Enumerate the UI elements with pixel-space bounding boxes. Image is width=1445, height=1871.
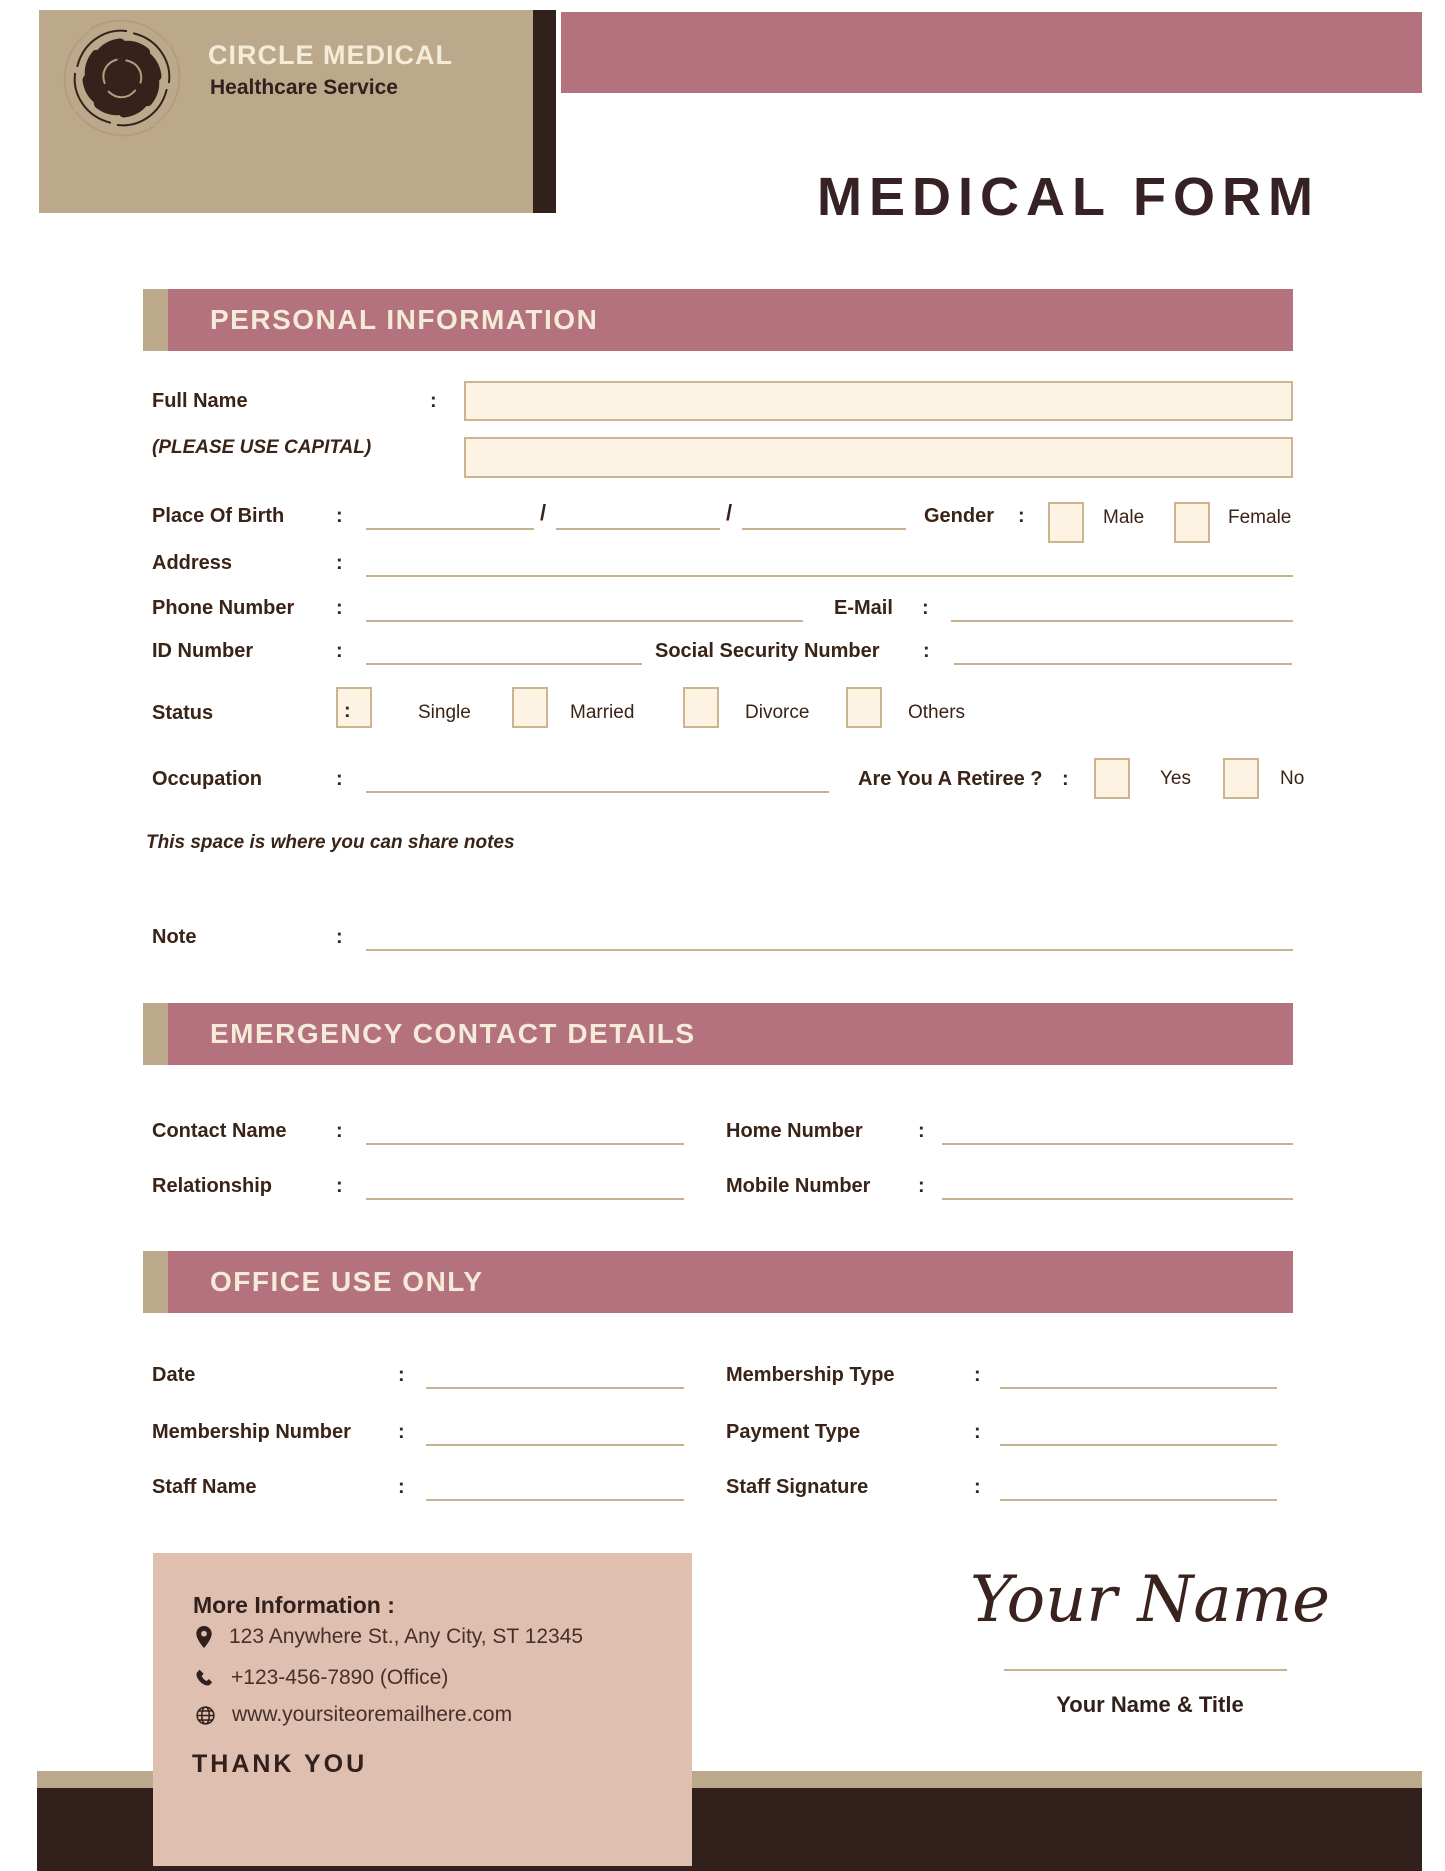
page-title: MEDICAL FORM [817, 167, 1320, 227]
slash-separator: / [540, 500, 547, 525]
full-name-input-line-2[interactable] [464, 437, 1293, 478]
logo-title: CIRCLE MEDICAL [208, 40, 453, 70]
section-header-emergency [143, 1003, 1293, 1065]
email-input[interactable] [951, 620, 1293, 622]
gender-female-option-label: Female [1228, 507, 1292, 528]
membership-number-label: Membership Number [152, 1421, 351, 1443]
section-bar-fill [168, 1003, 1293, 1065]
globe-icon [196, 1706, 215, 1725]
colon: : [398, 1364, 405, 1386]
section-accent-strip [143, 1003, 168, 1065]
colon: : [430, 390, 437, 412]
ssn-label: Social Security Number [655, 640, 880, 662]
home-number-label: Home Number [726, 1120, 863, 1142]
slash-separator: / [726, 500, 733, 525]
membership-number-input[interactable] [426, 1444, 684, 1446]
retiree-no-option-label: No [1280, 768, 1305, 789]
note-input[interactable] [366, 949, 1293, 951]
phone-number-label: Phone Number [152, 597, 295, 619]
status-label: Status [152, 702, 214, 724]
home-number-input[interactable] [942, 1143, 1293, 1145]
signature-caption: Your Name & Title [1056, 1692, 1244, 1717]
date-label: Date [152, 1364, 196, 1386]
colon: : [336, 505, 343, 527]
section-title: EMERGENCY CONTACT DETAILS [210, 1018, 696, 1049]
phone-info-row [196, 1666, 448, 1690]
swirl-vortex-icon [42, 0, 207, 165]
date-input[interactable] [426, 1387, 684, 1389]
colon: : [344, 700, 351, 722]
location-pin-icon [196, 1626, 212, 1648]
place-of-birth-label: Place Of Birth [152, 505, 285, 527]
occupation-label: Occupation [152, 768, 263, 790]
gender-label: Gender [924, 505, 995, 527]
header-divider-strip [533, 10, 556, 213]
full-name-label: Full Name [152, 390, 248, 412]
status-divorce-checkbox[interactable] [683, 687, 719, 728]
section-title: PERSONAL INFORMATION [210, 304, 599, 335]
staff-name-label: Staff Name [152, 1476, 257, 1498]
phone-text: +123-456-7890 (Office) [231, 1666, 449, 1689]
colon: : [336, 1120, 343, 1142]
address-input[interactable] [366, 575, 1293, 577]
staff-signature-input[interactable] [1000, 1499, 1277, 1501]
id-number-input[interactable] [366, 663, 642, 665]
more-information-card [153, 1553, 692, 1866]
address-text: 123 Anywhere St., Any City, ST 12345 [229, 1625, 584, 1648]
section-header-office [143, 1251, 1293, 1313]
header-accent-rect [561, 12, 1422, 93]
colon: : [974, 1421, 981, 1443]
contact-name-input[interactable] [366, 1143, 684, 1145]
colon: : [922, 597, 929, 619]
colon: : [974, 1364, 981, 1386]
status-divorce-option-label: Divorce [745, 702, 810, 723]
website-info-row [196, 1703, 512, 1727]
retiree-no-checkbox[interactable] [1223, 758, 1259, 799]
retiree-yes-checkbox[interactable] [1094, 758, 1130, 799]
staff-signature-label: Staff Signature [726, 1476, 869, 1498]
membership-type-input[interactable] [1000, 1387, 1277, 1389]
status-others-option-label: Others [908, 702, 966, 723]
colon: : [336, 597, 343, 619]
colon: : [923, 640, 930, 662]
place-of-birth-input-1[interactable] [366, 528, 534, 530]
colon: : [336, 926, 343, 948]
gender-male-option-label: Male [1103, 507, 1145, 528]
status-others-checkbox[interactable] [846, 687, 882, 728]
colon: : [398, 1421, 405, 1443]
more-information-title: More Information : [193, 1592, 395, 1618]
note-label: Note [152, 926, 197, 948]
status-married-checkbox[interactable] [512, 687, 548, 728]
logo-subtitle: Healthcare Service [210, 76, 398, 99]
retiree-label: Are You A Retiree ? [858, 768, 1043, 790]
phone-number-input[interactable] [366, 620, 803, 622]
colon: : [1018, 505, 1025, 527]
section-bar-fill [168, 289, 1293, 351]
contact-name-label: Contact Name [152, 1120, 287, 1142]
relationship-input[interactable] [366, 1198, 684, 1200]
status-married-option-label: Married [570, 702, 635, 723]
section-accent-strip [143, 289, 168, 351]
occupation-input[interactable] [366, 791, 829, 793]
membership-type-label: Membership Type [726, 1364, 895, 1386]
website-text: www.yoursiteoremailhere.com [232, 1703, 513, 1726]
mobile-number-label: Mobile Number [726, 1175, 871, 1197]
section-bar-fill [168, 1251, 1293, 1313]
ssn-input[interactable] [954, 663, 1292, 665]
capital-note: (PLEASE USE CAPITAL) [152, 437, 372, 458]
colon: : [974, 1476, 981, 1498]
phone-handset-icon [196, 1669, 214, 1687]
gender-female-checkbox[interactable] [1174, 502, 1210, 543]
place-of-birth-input-2[interactable] [556, 528, 720, 530]
payment-type-input[interactable] [1000, 1444, 1277, 1446]
email-label: E-Mail [834, 597, 893, 619]
status-colon-checkbox[interactable] [336, 687, 372, 728]
id-number-label: ID Number [152, 640, 254, 662]
gender-male-checkbox[interactable] [1048, 502, 1084, 543]
mobile-number-input[interactable] [942, 1198, 1293, 1200]
address-label: Address [152, 552, 233, 574]
relationship-label: Relationship [152, 1175, 273, 1197]
staff-name-input[interactable] [426, 1499, 684, 1501]
colon: : [1062, 768, 1069, 790]
notes-hint: This space is where you can share notes [146, 832, 515, 853]
thank-you-text: THANK YOU [192, 1750, 368, 1778]
signature-line [1004, 1669, 1287, 1671]
section-title: OFFICE USE ONLY [210, 1266, 484, 1297]
section-header-personal [143, 289, 1293, 351]
colon: : [918, 1120, 925, 1142]
retiree-yes-option-label: Yes [1160, 768, 1191, 789]
full-name-input-line-1[interactable] [464, 381, 1293, 421]
colon: : [336, 552, 343, 574]
signature-script: Your Name [969, 1563, 1331, 1637]
colon: : [336, 1175, 343, 1197]
address-info-row [196, 1625, 583, 1649]
payment-type-label: Payment Type [726, 1421, 861, 1443]
place-of-birth-input-3[interactable] [742, 528, 906, 530]
colon: : [398, 1476, 405, 1498]
status-single-option-label: Single [418, 702, 471, 723]
section-accent-strip [143, 1251, 168, 1313]
colon: : [336, 640, 343, 662]
colon: : [336, 768, 343, 790]
colon: : [918, 1175, 925, 1197]
